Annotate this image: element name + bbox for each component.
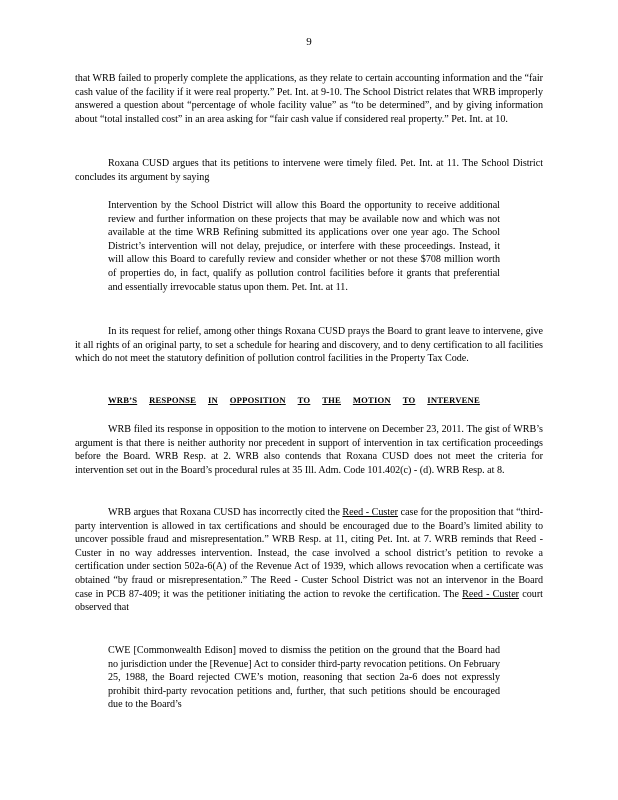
paragraph-request-for-relief: In its request for relief, among other things Roxana CUSD prays the Board to grant leave to intervene, give it all rights of an original party, to set a schedule for hearing and discovery, and to deny certification to all facilities which do not meet the statutory definition of pollution control facilities in the Property Tax Code. xyxy=(75,326,543,365)
heading-word: MOTION xyxy=(352,395,391,405)
paragraph-text: court observed that xyxy=(75,588,543,614)
paragraph-timely-filed: Roxana CUSD argues that its petitions to intervene were timely filed. Pet. Int. at 11. The School District concludes its argument by saying xyxy=(75,158,543,183)
page-number: 9 xyxy=(306,36,312,48)
paragraph-application-deficiencies: that WRB failed to properly complete the applications, as they relate to certain accounting information and the “fair cash value of the facility if it were real property.” Pet. Int. at 9-10. The School District relates that WRB improperly answered a question about “percentage of whole facility value” as “to be determined”, and by giving information about “total installed cost” in an area asking for “fair cash value if considered real property.” Pet. Int. at 10. xyxy=(75,73,543,125)
case-citation: Reed - Custer xyxy=(342,507,399,518)
block-quote-reed-custer: CWE [Commonwealth Edison] moved to dismiss the petition on the ground that the Board had no jurisdiction under the [Revenue] Act to consider third-party revocation petitions. On February 25, 1988, the Board rejected CWE’s motion, reasoning that section 2a-6 does not expressly prohibit third-party revocation petitions and, further, that such petitions should be encouraged due to the Board’s xyxy=(108,645,500,711)
heading-word: THE xyxy=(322,395,341,405)
heading-word: INTERVENE xyxy=(427,395,480,405)
case-citation: Reed - Custer xyxy=(462,588,520,600)
section-heading xyxy=(108,394,480,408)
paragraph-wrb-response: WRB filed its response in opposition to the motion to intervene on December 23, 2011. The gist of WRB’s argument is that there is neither authority nor precedent in support of intervention in tax certification proceedings before the Board. WRB Resp. at 2. WRB also contends that Roxana CUSD does not meet the criteria for intervention set out in the Board’s procedural rules at 35 Ill. Adm. Code 101.402(c) - (d). WRB Resp. at 8. xyxy=(75,424,543,476)
heading-word: WRB’S xyxy=(108,395,138,405)
heading-word: OPPOSITION xyxy=(229,395,286,405)
paragraph-reed-custer xyxy=(75,506,543,615)
block-quote-school-district: Intervention by the School District will allow this Board the opportunity to receive additional review and further information on these projects that may be available now and which was not available at the time WRB Refining submitted its applications over one year ago. The School District’s intervention will not delay, prejudice, or interfere with these proceedings. Instead, it will allow this Board to carefully review and consider whether or not these $708 million worth of properties do, in fact, qualify as pollution control facilities before it grants that preferential and essentially irrevocable status upon them. Pet. Int. at 11. xyxy=(108,200,500,293)
paragraph-text: WRB argues that Roxana CUSD has incorrectly cited the xyxy=(108,507,343,518)
paragraph-text: case for the proposition that “third-party intervention is allowed in tax certifications and should be encouraged due to the Board’s limited ability to uncover possible fraud and misrepresentation.” WRB Resp. at 11, citing Pet. Int. at 7. WRB reminds that Reed - Custer in no way addresses intervention. Instead, the case involved a school district’s petition to revoke a certification under section 502a-6(A) of the Revenue Act of 1939, which allows revocation when a certificate was obtained “by fraud or misrepresentation.” The Reed - Custer School District was not an intervenor in the Board case in PCB 87-409; it was the petitioner initiating the action to revoke the certification. The xyxy=(75,507,543,600)
heading-word: IN xyxy=(207,395,218,405)
heading-word: TO xyxy=(297,395,311,405)
heading-word: TO xyxy=(402,395,416,405)
heading-word: RESPONSE xyxy=(149,395,197,405)
